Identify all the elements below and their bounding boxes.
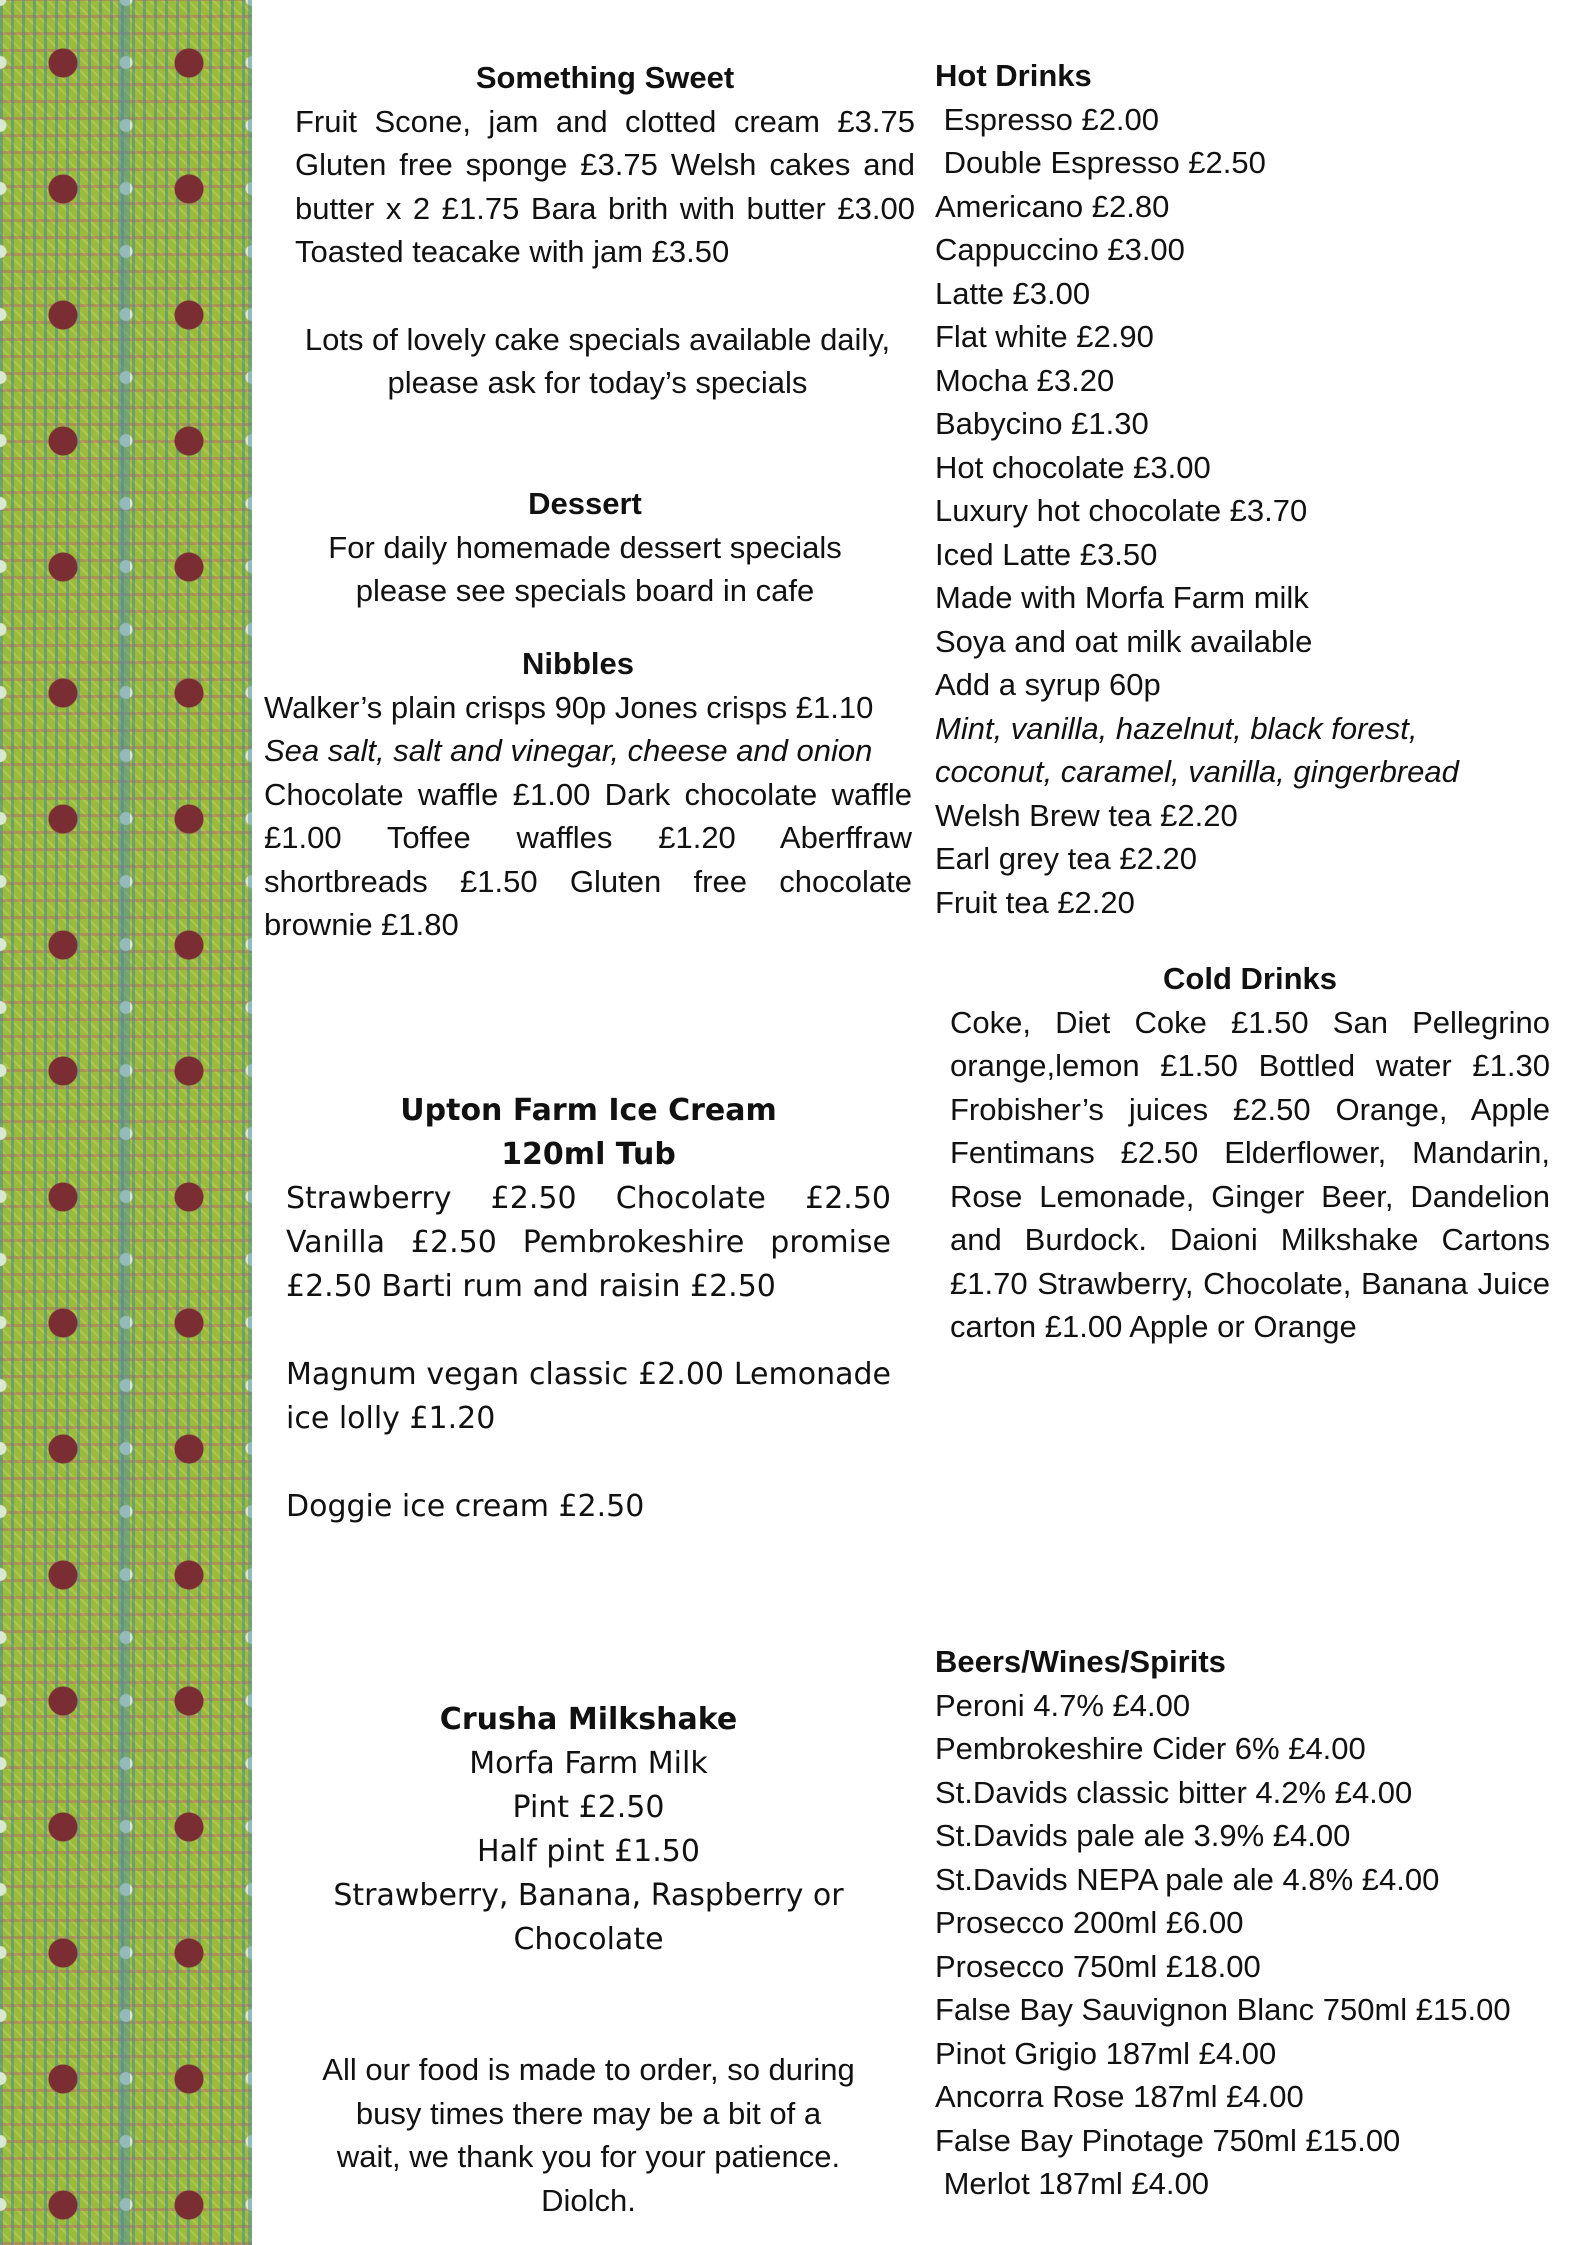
drink-item: St.Davids pale ale 3.9% £4.00 [935,1818,1351,1853]
drink-item: False Bay Pinotage 750ml £15.00 [935,2122,1401,2158]
ice-cream-section [286,1089,891,1529]
hot-drink-item: Espresso £2.00 [935,101,1160,137]
dessert-line1: For daily homemade dessert specials [328,529,842,565]
drink-item: Ancorra Rose 187ml £4.00 [935,2079,1304,2114]
hot-drinks-title: Hot Drinks [935,58,1092,93]
footer-line: wait, we thank you for your patience. [336,2139,841,2174]
drink-item: Pinot Grigio 187ml £4.00 [935,2035,1277,2071]
milkshake-line: Morfa Farm Milk [469,1746,708,1781]
hot-drink-item: Mocha £3.20 [935,362,1115,398]
cold-drinks-items: Coke, Diet Coke £1.50 San Pellegrino orange,lemon £1.50 Bottled water £1.30 Frobisher’s juices £2.50 Orange, Apple Fentimans £2.50 Elderflower, Mandarin, Rose Lemonade, Ginger Beer, Dandelion and Burdock. Daioni Milkshake Cartons £1.70 Strawberry, Chocolate, Banana Juice carton £1.00 Apple or Orange [950,1004,1550,1344]
drink-item: St.Davids classic bitter 4.2% £4.00 [935,1774,1413,1810]
syrup-flavours-line1: Mint, vanilla, hazelnut, black forest, [935,710,1418,746]
hot-drink-item: Latte £3.00 [935,275,1091,311]
milkshake-line: Chocolate [513,1922,664,1957]
hot-drink-item: Americano £2.80 [935,188,1170,224]
hot-drink-item: Double Espresso £2.50 [935,145,1266,180]
hot-drink-item: Cappuccino £3.00 [935,232,1185,267]
milkshake-section [286,1698,891,1962]
tea-item: Welsh Brew tea £2.20 [935,797,1238,833]
drink-item: St.Davids NEPA pale ale 4.8% £4.00 [935,1861,1440,1897]
hot-drink-item: Add a syrup 60p [935,667,1161,702]
something-sweet-title: Something Sweet [475,60,735,95]
dessert-line2: please see specials board in cafe [355,573,815,608]
welsh-tapestry-border [0,0,252,2245]
doggie-ice-cream: Doggie ice cream £2.50 [286,1489,645,1524]
milkshake-line: Half pint £1.50 [477,1834,700,1869]
hot-drinks-section [935,54,1565,924]
ice-cream-title: Upton Farm Ice Cream [400,1093,777,1128]
ice-cream-size: 120ml Tub [501,1137,676,1172]
footer-line: Diolch. [541,2182,636,2218]
tea-item: Earl grey tea £2.20 [935,841,1197,876]
ice-lollies: Magnum vegan classic £2.00 Lemonade ice lolly £1.20 [286,1357,891,1436]
beers-wines-title: Beers/Wines/Spirits [935,1644,1226,1679]
hot-drink-item: Flat white £2.90 [935,319,1154,354]
hot-drink-item: Soya and oat milk available [935,623,1313,659]
drink-item: Pembrokeshire Cider 6% £4.00 [935,1731,1366,1766]
drink-item: Prosecco 200ml £6.00 [935,1905,1244,1940]
drink-item: False Bay Sauvignon Blanc 750ml £15.00 [935,1992,1511,2027]
cake-specials-line1: Lots of lovely cake specials available daily, [304,321,891,357]
hot-drink-item: Babycino £1.30 [935,406,1149,441]
hot-drink-item: Luxury hot chocolate £3.70 [935,493,1308,528]
cold-drinks-section [950,957,1550,1349]
drink-item: Prosecco 750ml £18.00 [935,1948,1261,1984]
milkshake-line: Strawberry, Banana, Raspberry or [333,1878,844,1913]
something-sweet-items: Fruit Scone, jam and clotted cream £3.75 Gluten free sponge £3.75 Welsh cakes and butter x 2 £1.75 Bara brith with butter £3.00 Toasted teacake with jam £3.50 [295,103,915,269]
drink-item: Peroni 4.7% £4.00 [935,1687,1191,1723]
tea-item: Fruit tea £2.20 [935,884,1135,920]
nibbles-crisps: Walker’s plain crisps 90p Jones crisps £1.10 [264,689,874,725]
hot-drink-item: Made with Morfa Farm milk [935,580,1309,615]
dessert-section [285,482,885,613]
milkshake-title: Crusha Milkshake [439,1702,738,1737]
drink-item: Merlot 187ml £4.00 [935,2166,1209,2201]
nibbles-section [264,642,912,947]
nibbles-title: Nibbles [522,646,634,681]
something-sweet-section [295,56,915,405]
ice-cream-flavours: Strawberry £2.50 Chocolate £2.50 Vanilla £2.50 Pembrokeshire promise £2.50 Barti rum and raisin £2.50 [286,1181,891,1304]
footer-line: All our food is made to order, so during [322,2052,855,2087]
cold-drinks-title: Cold Drinks [1163,961,1337,996]
nibbles-items: Chocolate waffle £1.00 Dark chocolate waffle £1.00 Toffee waffles £1.20 Aberffraw shortbreads £1.50 Gluten free chocolate brownie £1.80 [264,776,912,942]
footer-line: busy times there may be a bit of a [355,2095,822,2131]
cake-specials-line2: please ask for today’s specials [387,365,808,400]
syrup-flavours-line2: coconut, caramel, vanilla, gingerbread [935,754,1459,789]
footer-note [286,2048,891,2222]
hot-drink-item: Iced Latte £3.50 [935,536,1158,572]
nibbles-crisp-flavours: Sea salt, salt and vinegar, cheese and onion [264,733,873,768]
dessert-title: Dessert [528,486,642,521]
hot-drink-item: Hot chocolate £3.00 [935,449,1211,485]
milkshake-line: Pint £2.50 [512,1790,665,1825]
beers-wines-section [935,1640,1565,2206]
